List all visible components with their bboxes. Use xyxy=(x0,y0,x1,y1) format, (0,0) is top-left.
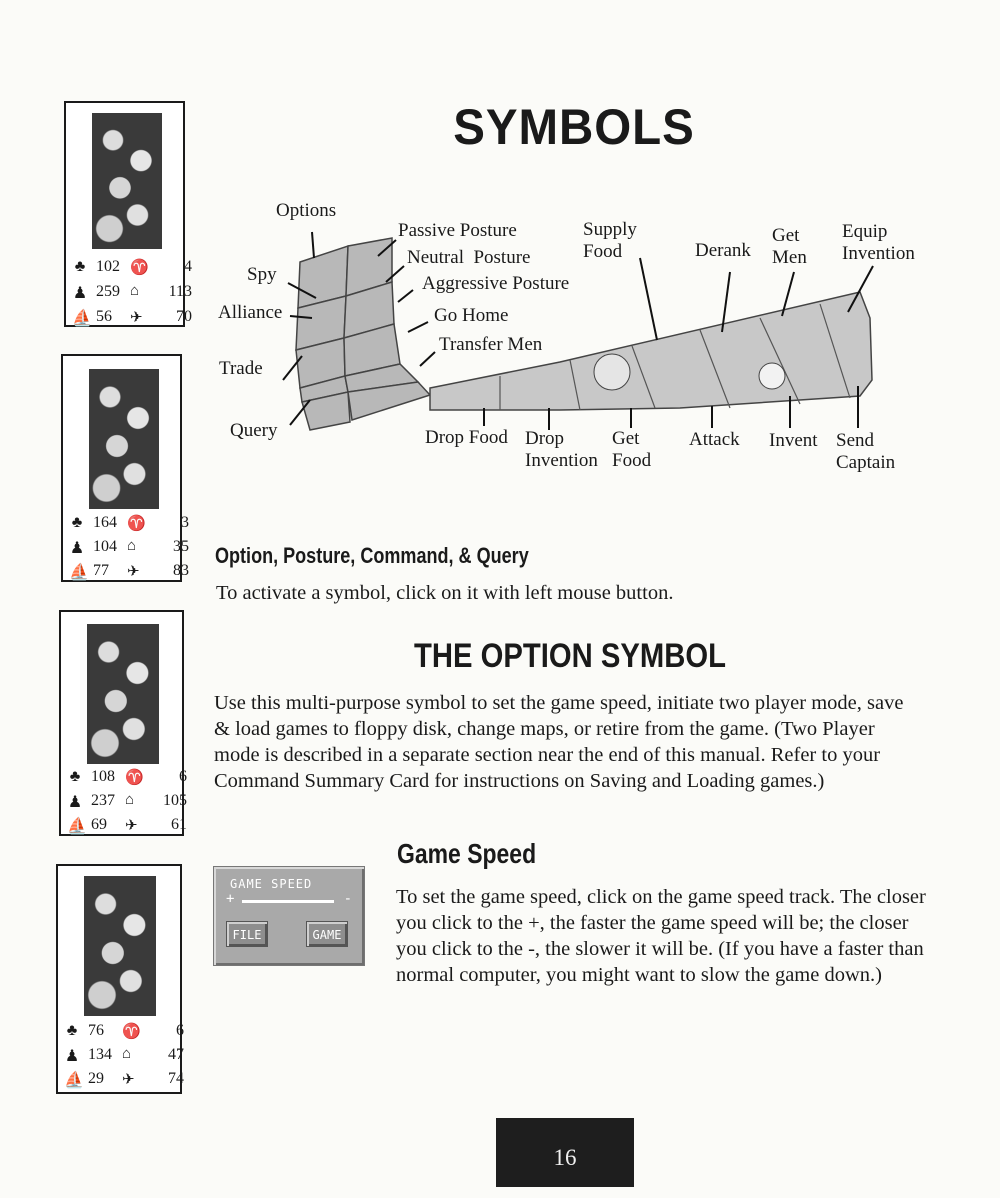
boats-count: 77 xyxy=(93,562,109,579)
boat-icon: ⛵ xyxy=(69,564,89,581)
boats-count: 29 xyxy=(88,1070,104,1087)
page-title: SYMBOLS xyxy=(453,99,695,155)
bird-icon: ✈ xyxy=(127,564,140,580)
label-get-men: Get Men xyxy=(772,225,807,268)
label-aggressive-posture: Aggressive Posture xyxy=(422,273,570,294)
label-query: Query xyxy=(230,420,278,441)
file-button[interactable]: FILE xyxy=(226,921,268,947)
boat-icon: ⛵ xyxy=(67,818,87,835)
man-icon: ♟ xyxy=(69,540,85,557)
birds-count: 74 xyxy=(168,1070,184,1087)
label-neutral-posture: Neutral Posture xyxy=(407,247,531,268)
houses-count: 47 xyxy=(168,1046,184,1063)
tree-icon: ♣ xyxy=(69,768,81,785)
game-speed-panel xyxy=(213,866,365,966)
game-speed-label: GAME SPEED xyxy=(230,877,313,891)
tree-icon: ♣ xyxy=(66,1022,78,1039)
label-drop-food: Drop Food xyxy=(425,427,508,448)
sheep-count: 6 xyxy=(176,1022,184,1039)
men-count: 134 xyxy=(88,1046,112,1063)
man-icon: ♟ xyxy=(64,1048,80,1065)
label-options: Options xyxy=(276,200,337,221)
houses-count: 113 xyxy=(168,283,192,300)
label-passive-posture: Passive Posture xyxy=(398,220,517,241)
label-drop-invention: Drop Invention xyxy=(525,428,598,471)
boat-icon: ⛵ xyxy=(72,310,92,327)
birds-count: 70 xyxy=(176,308,192,325)
game-speed-heading: Game Speed xyxy=(397,838,537,869)
sheep-count: 3 xyxy=(181,514,189,531)
trees-count: 76 xyxy=(88,1022,104,1039)
houses-count: 105 xyxy=(163,792,187,809)
house-icon: ⌂ xyxy=(122,1046,132,1062)
label-derank: Derank xyxy=(695,240,751,261)
label-supply-food: Supply Food xyxy=(583,219,637,262)
man-icon: ♟ xyxy=(67,794,83,811)
label-equip-invention: Equip Invention xyxy=(842,221,915,264)
boats-count: 69 xyxy=(91,816,107,833)
map-panel-4 xyxy=(56,864,182,1094)
game-speed-track[interactable] xyxy=(226,891,352,907)
game-speed-body: To set the game speed, click on the game speed track. The closer you click to the +, the faster the game speed will be; the closer you click to the -, the slower it will be. (If you have a faster than normal computer, you might want to slow the game down.) xyxy=(396,886,926,986)
house-icon: ⌂ xyxy=(127,538,137,554)
boats-count: 56 xyxy=(96,308,112,325)
sheep-icon: ♈ xyxy=(125,770,144,786)
game-button[interactable]: GAME xyxy=(306,921,348,947)
houses-count: 35 xyxy=(173,538,189,555)
label-trade: Trade xyxy=(219,358,263,379)
birds-count: 83 xyxy=(173,562,189,579)
tree-icon: ♣ xyxy=(74,258,86,275)
men-count: 259 xyxy=(96,283,120,300)
boat-icon: ⛵ xyxy=(64,1072,84,1089)
label-spy: Spy xyxy=(247,264,277,285)
sheep-icon: ♈ xyxy=(130,260,149,276)
minus-label: - xyxy=(343,891,352,907)
option-symbol-heading: THE OPTION SYMBOL xyxy=(414,637,726,675)
speed-track-bar xyxy=(242,900,334,903)
bird-icon: ✈ xyxy=(130,310,143,326)
option-symbol-body: Use this multi-purpose symbol to set the game speed, initiate two player mode, save & load games to floppy disk, change maps, or retire from the game. (Two Player mode is described in a separate section near the end of this manual. Refer to your Command Summary Card for instructions on Saving and Loading games.) xyxy=(214,692,904,792)
label-transfer-men: Transfer Men xyxy=(439,334,543,355)
label-alliance: Alliance xyxy=(218,302,283,323)
sheep-icon: ♈ xyxy=(127,516,146,532)
birds-count: 61 xyxy=(171,816,187,833)
house-icon: ⌂ xyxy=(130,283,140,299)
men-count: 237 xyxy=(91,792,115,809)
instruction-text: To activate a symbol, click on it with left mouse button. xyxy=(216,582,674,604)
trees-count: 108 xyxy=(91,768,115,785)
trees-count: 164 xyxy=(93,514,117,531)
page-number: 16 xyxy=(496,1118,634,1187)
sheep-count: 6 xyxy=(179,768,187,785)
symbols-diagram xyxy=(0,0,1000,520)
plus-label: + xyxy=(226,891,235,907)
label-invent: Invent xyxy=(769,430,818,451)
section-heading: Option, Posture, Command, & Query xyxy=(215,543,529,568)
label-go-home: Go Home xyxy=(434,305,509,326)
men-count: 104 xyxy=(93,538,117,555)
tree-icon: ♣ xyxy=(71,514,83,531)
house-icon: ⌂ xyxy=(125,792,135,808)
bird-icon: ✈ xyxy=(122,1072,135,1088)
trees-count: 102 xyxy=(96,258,120,275)
man-icon: ♟ xyxy=(72,285,88,302)
label-attack: Attack xyxy=(689,429,740,450)
label-send-captain: Send Captain xyxy=(836,430,896,473)
sheep-icon: ♈ xyxy=(122,1024,141,1040)
bird-icon: ✈ xyxy=(125,818,138,834)
sheep-count: 4 xyxy=(184,258,192,275)
map-image xyxy=(84,876,156,1016)
label-get-food: Get Food xyxy=(612,428,652,471)
